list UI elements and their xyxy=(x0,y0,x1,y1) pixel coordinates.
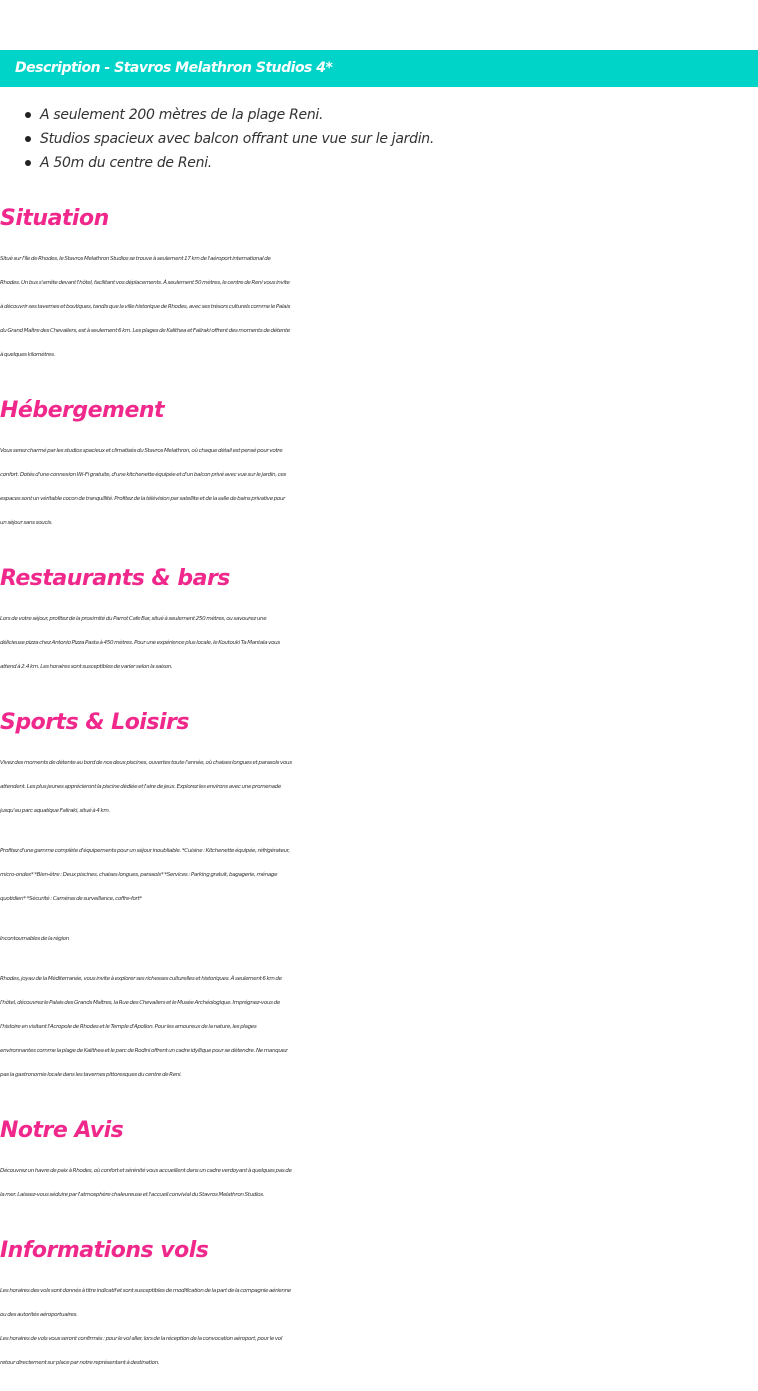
section-title-restaurants: Restaurants & bars xyxy=(0,566,230,591)
bullet-icon xyxy=(25,112,31,118)
highlight-item: A seulement 200 mètres de la plage Reni. xyxy=(0,103,434,127)
bullet-icon xyxy=(25,136,31,142)
bullet-icon xyxy=(25,160,31,166)
avis-paragraph: Découvrez un havre de paix à Rhodes, où confort et sérénité vous accueillent dans un cadre verdoyant à quelques pas de la mer. Laissez-vous séduire par l'atmosphère chaleureuse et l'accueil convivial du Stavros Melathron Studios. xyxy=(0,1168,292,1198)
hebergement-paragraph: Vous serez charmé par les studios spacieux et climatisés du Stavros Melathron, où chaque détail est pensé pour votre confort. Dotés d'une connexion Wi-Fi gratuite, d'une kitchenette équipée et d'un balcon privé avec vue sur le jardin, ces espaces sont un véritable cocon de tranquillité. Profitez de la télévision par satellite et de la salle de bains privative pour un séjour sans soucis. xyxy=(0,448,286,526)
highlights-list xyxy=(0,103,434,175)
sports-paragraph-2: Profitez d'une gamme complète d'équipements pour un séjour inoubliable. *Cuisine : Kitchenette équipée, réfrigérateur, micro-ondes* *Bien-être : Deux piscines, chaises longues, parasols* *Services : Parking gratuit, bagagerie, ménage quotidien* *Sécurité : Caméras de surveillance, coffre-fort* xyxy=(0,848,290,902)
section-title-sports: Sports & Loisirs xyxy=(0,710,189,735)
highlight-item: Studios spacieux avec balcon offrant une vue sur le jardin. xyxy=(0,127,434,151)
section-title-avis: Notre Avis xyxy=(0,1118,124,1143)
sports-paragraph-1: Vivez des moments de détente au bord de nos deux piscines, ouvertes toute l'année, où chaises longues et parasols vous attendent. Les plus jeunes apprécieront la piscine dédiée et l'aire de jeux. Explorez les environs avec une promenade jusqu'au parc aquatique Faliraki, situé à 4 km. xyxy=(0,760,292,814)
sports-paragraph-3: Incontournables de la région xyxy=(0,936,69,942)
section-title-hebergement: Hébergement xyxy=(0,398,165,423)
highlight-item: A 50m du centre de Reni. xyxy=(0,151,434,175)
description-banner: Description - Stavros Melathron Studios 4* xyxy=(0,50,758,87)
vols-paragraph: Les horaires des vols sont donnés à titre indicatif et sont susceptibles de modification de la part de la compagnie aérienne ou des autorités aéroportuaires. Les horaires de vols vous seront confirmés : pour le vol aller, lors de la réception de la convocation aéroport, pour le vol retour directement sur place par notre représentant à destination. xyxy=(0,1288,291,1366)
situation-paragraph: Situé sur l'île de Rhodes, le Stavros Melathron Studios se trouve à seulement 17 km de l'aéroport international de Rhodes. Un bus s'arrête devant l'hôtel, facilitant vos déplacements. À seulement 50 mètres, le centre de Reni vous invite à découvrir ses tavernes et boutiques, tandis que la ville historique de Rhodes, avec ses trésors culturels comme le Palais du Grand Maître des Chevaliers, est à seulement 6 km. Les plages de Kalithea et Faliraki offrent des moments de détente à quelques kilomètres. xyxy=(0,256,291,358)
section-title-situation: Situation xyxy=(0,206,109,231)
section-title-vols: Informations vols xyxy=(0,1238,209,1263)
restaurants-paragraph: Lors de votre séjour, profitez de la proximité du Parrot Cafe Bar, situé à seulement 250 mètres, ou savourez une délicieuse pizza chez Antonio Pizza Pasta à 450 mètres. Pour une expérience plus locale, le Koutouki Ta Mantala vous attend à 2.4 km. Les horaires sont susceptibles de varier selon la saison. xyxy=(0,616,280,670)
sports-paragraph-4: Rhodes, joyau de la Méditerranée, vous invite à explorer ses richesses culturelles et historiques. À seulement 6 km de l'hôtel, découvrez le Palais des Grands Maîtres, la Rue des Chevaliers et le Musée Archéologique. Imprégnez-vous de l'histoire en visitant l'Acropole de Rhodes et le Temple d'Apollon. Pour les amoureux de la nature, les plages environnantes comme la plage de Kalithea et le parc de Rodini offrent un cadre idyllique pour se détendre. Ne manquez pas la gastronomie locale dans les tavernes pittoresques du centre de Reni. xyxy=(0,976,288,1078)
